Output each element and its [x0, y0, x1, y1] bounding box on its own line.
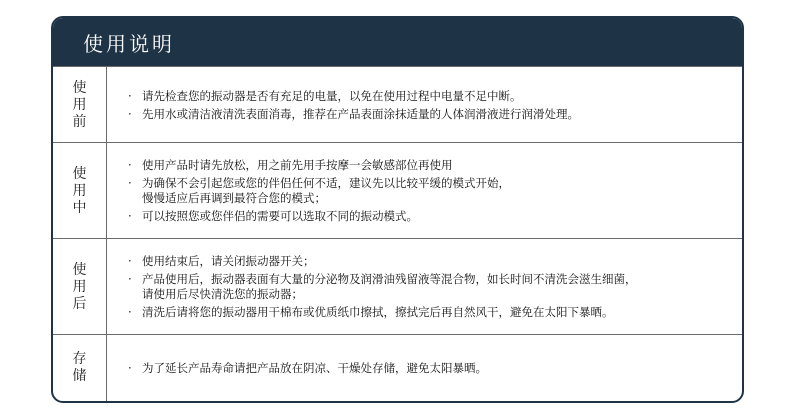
bullet-dot-icon: ·	[128, 106, 132, 121]
bullet-item	[128, 209, 742, 224]
bullet-dot-icon: ·	[128, 158, 132, 172]
label-char: 存	[72, 351, 87, 367]
bullet-dot-icon: ·	[128, 254, 132, 268]
label-char: 使	[72, 79, 87, 96]
bullet-text: 使用产品时请先放松，用之前先用手按摩一会敏感部位再使用	[142, 158, 453, 172]
bullet-item	[128, 176, 742, 206]
label-char: 使	[72, 165, 87, 182]
section-before-use	[53, 66, 742, 143]
label-char: 储	[72, 368, 87, 384]
bullet-text: 可以按照您或您伴侣的需要可以选取不同的振动模式。	[142, 209, 418, 223]
section-label	[53, 239, 107, 335]
section-content	[107, 239, 742, 335]
label-char: 使	[72, 261, 87, 278]
bullet-text: 使用结束后，请关闭振动器开关；	[142, 254, 315, 268]
section-content	[107, 335, 742, 401]
label-char: 用	[72, 96, 87, 113]
card-title: 使用说明	[83, 31, 175, 56]
label-char: 前	[72, 113, 87, 130]
section-during-use	[53, 142, 742, 239]
bullet-item	[128, 107, 742, 122]
bullet-text: 为了延长产品寿命请把产品放在阴凉、干燥处存储，避免太阳暴晒。	[142, 360, 487, 375]
section-content	[107, 67, 742, 143]
label-char: 后	[72, 295, 87, 312]
bullet-dot-icon: ·	[128, 176, 132, 190]
bullet-dot-icon: ·	[128, 360, 132, 375]
bullet-text: 请先检查您的振动器是否有充足的电量，以免在使用过程中电量不足中断。	[142, 88, 522, 103]
bullet-text: 清洗后请将您的振动器用干棉布或优质纸巾擦拭，擦拭完后再自然风干，避免在太阳下暴晒。	[142, 305, 614, 319]
section-content	[107, 143, 742, 239]
card-header	[53, 18, 742, 66]
bullet-text: 产品使用后，振动器表面有大量的分泌物及润滑油残留液等混合物，如长时间不清洗会滋生细菌， 请使用后尽快清洗您的振动器；	[142, 272, 637, 301]
bullet-item	[128, 158, 742, 173]
bullet-item	[128, 361, 742, 376]
instructions-card	[51, 16, 744, 403]
bullet-item	[128, 305, 742, 320]
section-after-use	[53, 238, 742, 335]
bullet-item	[128, 272, 742, 302]
bullet-dot-icon: ·	[128, 209, 132, 223]
bullet-dot-icon: ·	[128, 88, 132, 103]
bullet-item	[128, 89, 742, 104]
section-label	[53, 143, 107, 239]
bullet-dot-icon: ·	[128, 272, 132, 286]
bullet-dot-icon: ·	[128, 305, 132, 319]
section-label	[53, 335, 107, 401]
label-char: 中	[72, 199, 87, 216]
label-char: 用	[72, 182, 87, 199]
section-label	[53, 67, 107, 143]
bullet-text: 先用水或清洁液清洗表面消毒，推荐在产品表面涂抹适量的人体润滑液进行润滑处理。	[142, 106, 579, 121]
label-char: 用	[72, 278, 87, 295]
bullet-text: 为确保不会引起您或您的伴侣任何不适，建议先以比较平缓的模式开始， 慢慢适应后再调到最符合您的模式；	[142, 176, 510, 205]
bullet-item	[128, 254, 742, 269]
section-storage	[53, 334, 742, 401]
